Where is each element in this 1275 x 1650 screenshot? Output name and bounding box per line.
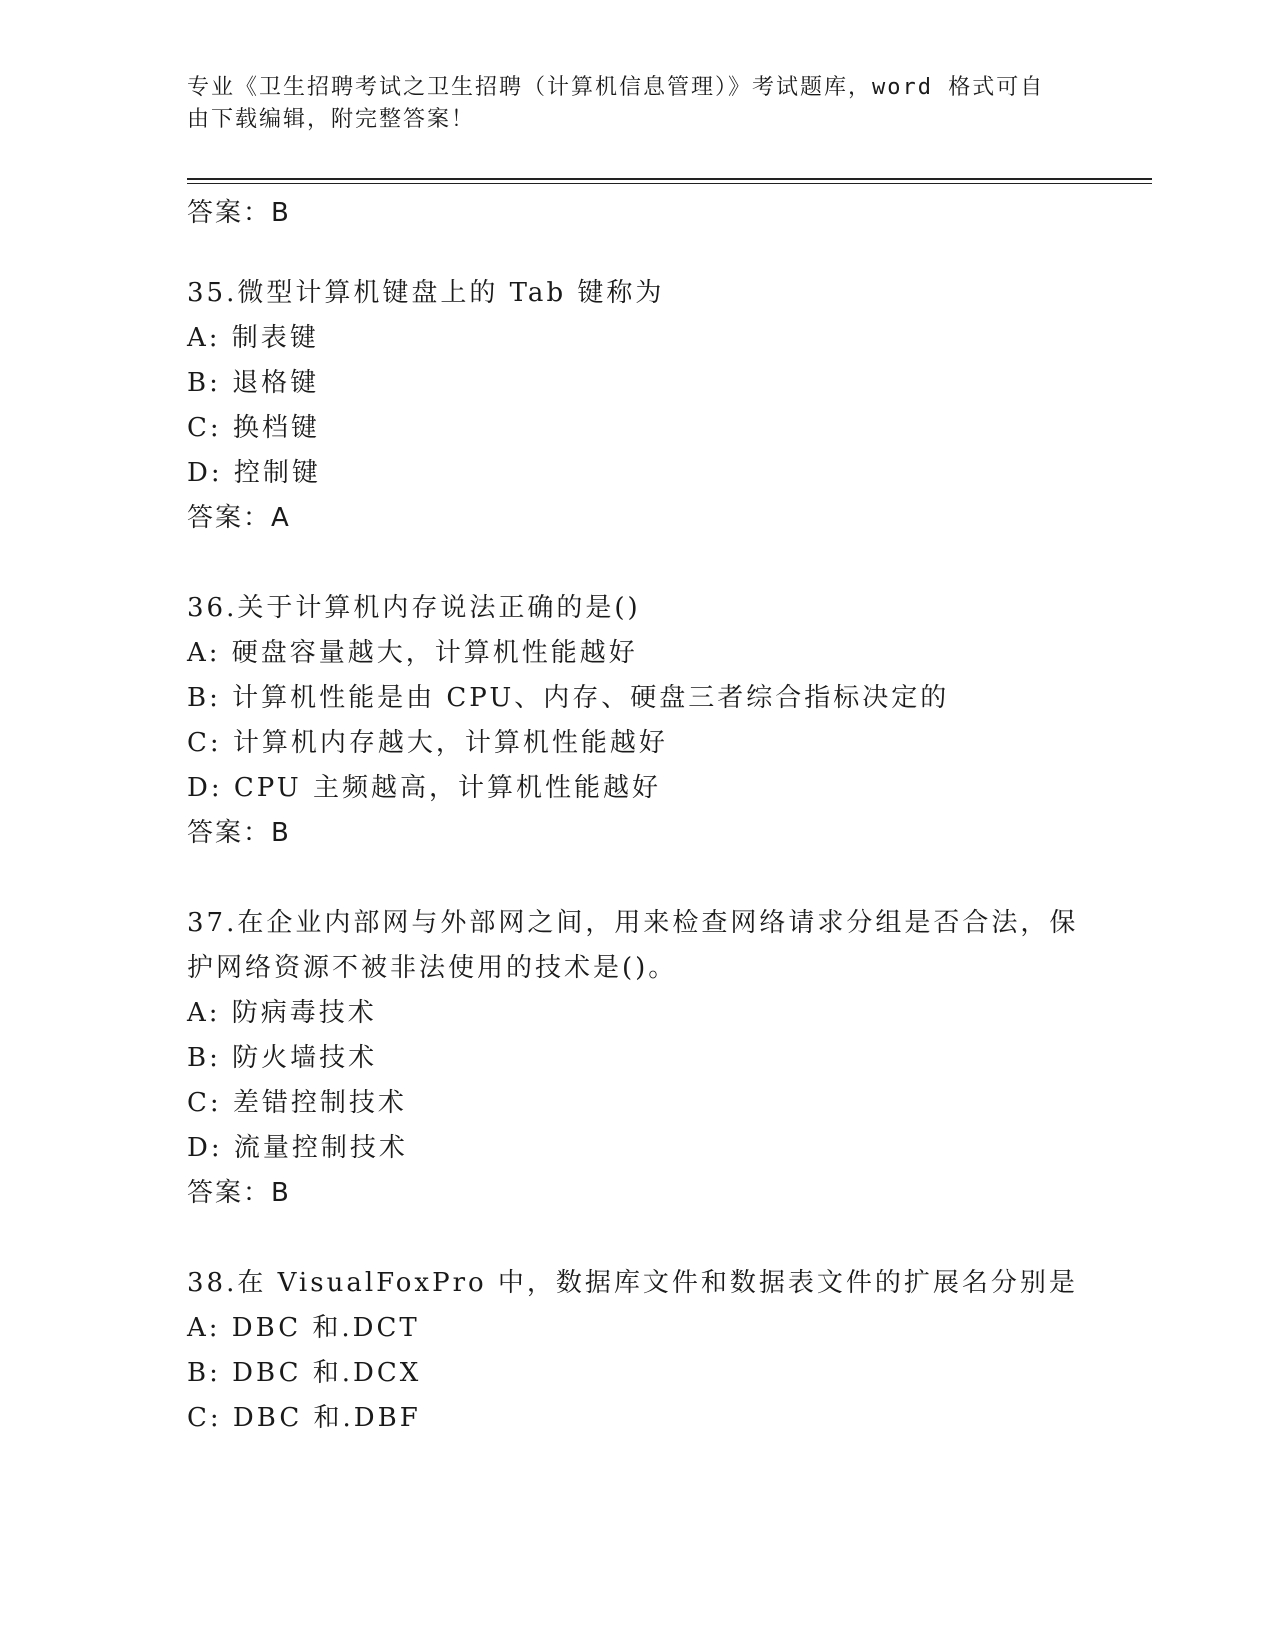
option-35-a: A: 制表键 xyxy=(187,323,319,353)
question-36: 36.关于计算机内存说法正确的是() xyxy=(187,593,641,623)
header-line-1: 专业《卫生招聘考试之卫生招聘（计算机信息管理）》考试题库，word 格式可自 xyxy=(187,75,1045,100)
answer-34: 答案：B xyxy=(187,198,291,228)
option-37-d: D: 流量控制技术 xyxy=(187,1133,408,1163)
header-divider-thin xyxy=(187,183,1152,184)
header-divider-thick xyxy=(187,178,1152,180)
option-37-a: A: 防病毒技术 xyxy=(187,998,377,1028)
answer-37: 答案：B xyxy=(187,1178,291,1208)
option-37-c: C: 差错控制技术 xyxy=(187,1088,407,1118)
answer-35: 答案：A xyxy=(187,503,291,533)
option-36-a: A: 硬盘容量越大，计算机性能越好 xyxy=(187,638,638,668)
option-35-b: B: 退格键 xyxy=(187,368,320,398)
document-header xyxy=(187,72,1067,136)
option-38-b: B: DBC 和.DCX xyxy=(187,1358,422,1388)
question-37-line-2: 护网络资源不被非法使用的技术是()。 xyxy=(187,953,678,983)
header-line-2: 由下载编辑，附完整答案！ xyxy=(187,107,476,132)
option-36-d: D: CPU 主频越高，计算机性能越好 xyxy=(187,773,661,803)
answer-36: 答案：B xyxy=(187,818,291,848)
option-36-b: B: 计算机性能是由 CPU、内存、硬盘三者综合指标决定的 xyxy=(187,683,950,713)
option-36-c: C: 计算机内存越大，计算机性能越好 xyxy=(187,728,668,758)
question-37-line-1: 37.在企业内部网与外部网之间，用来检查网络请求分组是否合法，保 xyxy=(187,908,1079,938)
option-35-d: D: 控制键 xyxy=(187,458,321,488)
option-35-c: C: 换档键 xyxy=(187,413,320,443)
option-37-b: B: 防火墙技术 xyxy=(187,1043,378,1073)
option-38-a: A: DBC 和.DCT xyxy=(187,1313,420,1343)
question-35: 35.微型计算机键盘上的 Tab 键称为 xyxy=(187,278,665,308)
option-38-c: C: DBC 和.DBF xyxy=(187,1403,421,1433)
question-38: 38.在 VisualFoxPro 中，数据库文件和数据表文件的扩展名分别是 xyxy=(187,1268,1078,1298)
